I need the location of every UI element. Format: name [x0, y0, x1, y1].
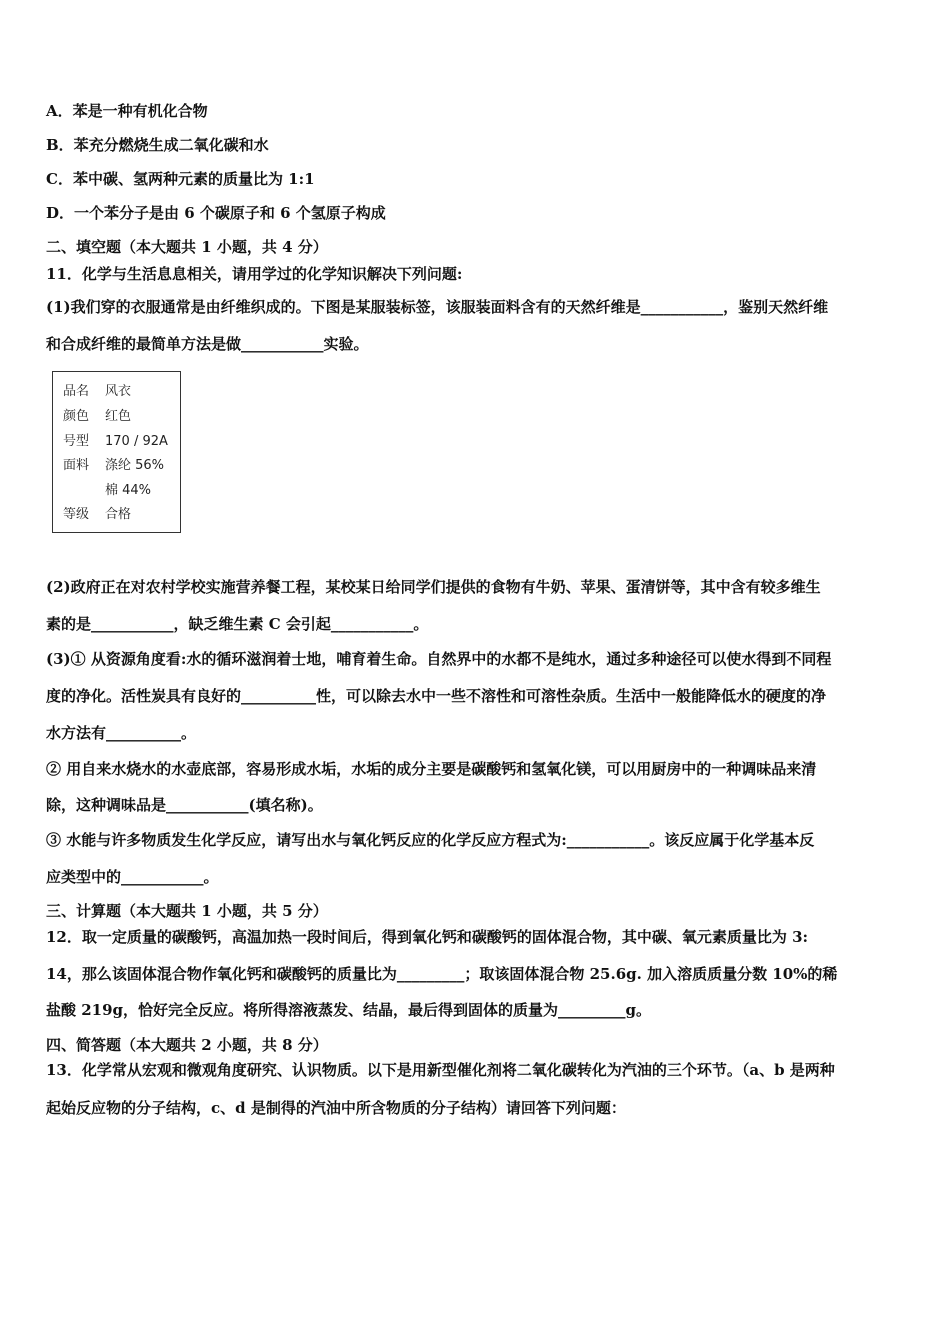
label-key: 等级 — [63, 507, 90, 522]
question-11-part1-line2: 和合成纤维的最简单方法是做___________实验。 — [46, 335, 369, 353]
label-row — [63, 433, 168, 451]
question-11-part3-line3: 水方法有__________。 — [46, 724, 197, 742]
label-key: 面料 — [63, 458, 90, 473]
option-c: C．苯中碳、氢两种元素的质量比为 1:1 — [46, 170, 315, 188]
question-11-part2-line1: (2)政府正在对农村学校实施营养餐工程，某校某日给同学们提供的食物有牛奶、苹果、蛋清饼等，其中含有较多维生 — [46, 578, 821, 596]
label-key: 品名 — [63, 384, 90, 399]
question-11-part3c-line1: ③ 水能与许多物质发生化学反应，请写出水与氧化钙反应的化学反应方程式为:___________。该反应属于化学基本反 — [46, 831, 815, 849]
label-value: 风衣 — [105, 384, 132, 399]
label-key: 颜色 — [63, 409, 90, 424]
option-b: B．苯充分燃烧生成二氧化碳和水 — [46, 136, 269, 154]
question-13-line2: 起始反应物的分子结构，c、d 是制得的汽油中所含物质的分子结构）请回答下列问题： — [46, 1099, 626, 1117]
label-value: 170 / 92A — [105, 434, 168, 449]
question-11-part3c-line2: 应类型中的___________。 — [46, 868, 219, 886]
label-row — [63, 408, 131, 426]
question-11-part3-line1: (3)① 从资源角度看:水的循环滋润着士地，哺育着生命。自然界中的水都不是纯水，通过多种途径可以使水得到不同程 — [46, 650, 832, 668]
question-11-part1-line1: (1)我们穿的衣服通常是由纤维织成的。下图是某服装标签，该服装面料含有的天然纤维是___________，鉴别天然纤维 — [46, 298, 829, 316]
question-12-line3: 盐酸 219g，恰好完全反应。将所得溶液蒸发、结晶，最后得到固体的质量为_________g。 — [46, 1001, 652, 1019]
option-a: A．苯是一种有机化合物 — [46, 102, 208, 120]
question-12-line1: 12．取一定质量的碳酸钙，高温加热一段时间后，得到氧化钙和碳酸钙的固体混合物，其中碳、氧元素质量比为 3: — [46, 928, 809, 946]
label-row — [63, 457, 164, 475]
label-row — [63, 482, 151, 500]
label-value: 涤纶 56% — [105, 458, 165, 473]
label-row — [63, 506, 131, 524]
question-12-line2: 14，那么该固体混合物作氧化钙和碳酸钙的质量比为_________；取该固体混合物 25.6g. 加入溶质质量分数 10%的稀 — [46, 965, 838, 983]
section-heading-calculation: 三、计算题（本大题共 1 小题，共 5 分） — [46, 902, 328, 920]
question-13-line1: 13．化学常从宏观和微观角度研究、认识物质。以下是用新型催化剂将二氧化碳转化为汽油的三个环节。（a、b 是两种 — [46, 1061, 835, 1079]
question-11-part2-line2: 素的是___________，缺乏维生素 C 会引起___________。 — [46, 615, 429, 633]
question-11-part3b-line1: ② 用自来水烧水的水壶底部，容易形成水垢，水垢的成分主要是碳酸钙和氢氧化镁，可以用厨房中的一种调味品来清 — [46, 760, 817, 778]
question-11-part3b-line2: 除，这种调味品是___________(填名称)。 — [46, 796, 323, 814]
label-value: 棉 44% — [105, 483, 152, 498]
option-d: D．一个苯分子是由 6 个碳原子和 6 个氢原子构成 — [46, 204, 386, 222]
label-key: 号型 — [63, 434, 90, 449]
label-value: 合格 — [105, 507, 132, 522]
label-row — [63, 383, 131, 401]
clothing-label — [52, 371, 181, 533]
section-heading-fill-in: 二、填空题（本大题共 1 小题，共 4 分） — [46, 238, 328, 256]
label-value: 红色 — [105, 409, 132, 424]
question-11-part3-line2: 度的净化。活性炭具有良好的__________性，可以除去水中一些不溶性和可溶性杂质。生活中一般能降低水的硬度的净 — [46, 687, 827, 705]
section-heading-short-answer: 四、简答题（本大题共 2 小题，共 8 分） — [46, 1036, 328, 1054]
question-11-title: 11．化学与生活息息相关，请用学过的化学知识解决下列问题: — [46, 265, 463, 283]
